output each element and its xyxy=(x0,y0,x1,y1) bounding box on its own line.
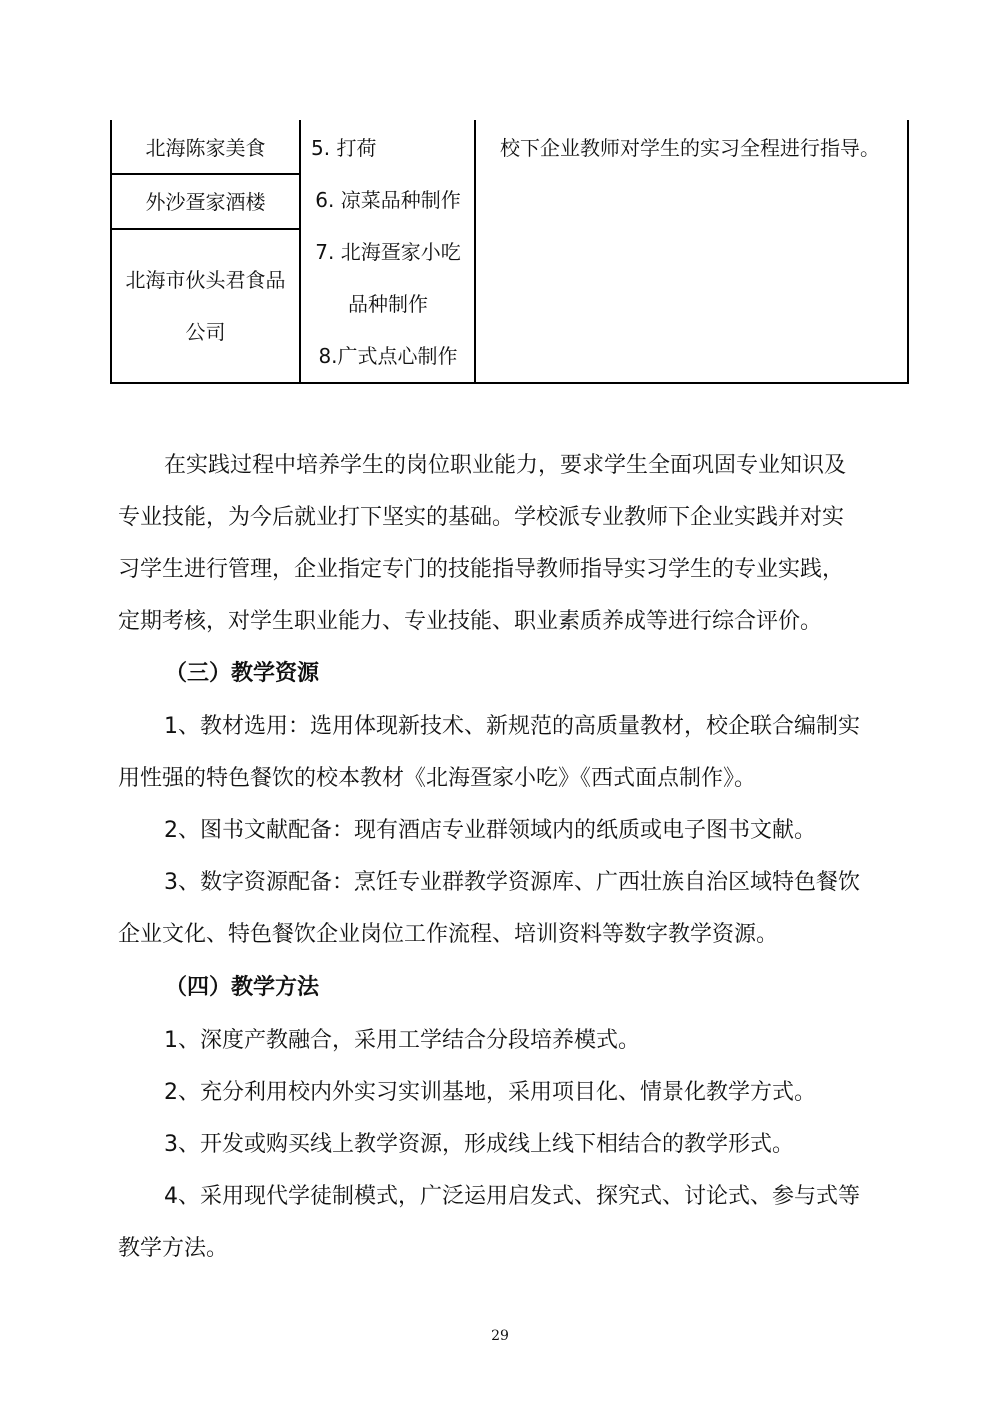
resource-item-3 xyxy=(118,857,908,961)
table-cell-enterprise: 北海陈家美食 xyxy=(145,136,266,160)
table-cell-enterprise: 北海市伙头君食品 xyxy=(125,268,286,292)
text-line: 企业文化、特色餐饮企业岗位工作流程、培训资料等数字教学资源。 xyxy=(118,922,779,947)
table-border-bottom xyxy=(110,382,909,384)
text-line: 教学方法。 xyxy=(118,1236,229,1261)
text-line: 4、采用现代学徒制模式，广泛运用启发式、探究式、讨论式、参与式等 xyxy=(164,1184,860,1209)
table-cell-task: 6. 凉菜品种制作 xyxy=(315,188,461,212)
practice-paragraph xyxy=(118,440,908,648)
method-item-4 xyxy=(118,1171,908,1275)
text-line: 1、教材选用：选用体现新技术、新规范的高质量教材，校企联合编制实 xyxy=(164,714,860,739)
table-cell-enterprise: 公司 xyxy=(185,320,226,344)
method-item-3: 3、开发或购买线上教学资源，形成线上线下相结合的教学形式。 xyxy=(164,1132,794,1157)
text-line: 3、数字资源配备：烹饪专业群教学资源库、广西壮族自治区域特色餐饮 xyxy=(164,870,860,895)
table-cell-guidance: 校下企业教师对学生的实习全程进行指导。 xyxy=(500,136,880,160)
section-heading-teaching-methods: （四）教学方法 xyxy=(165,975,320,1000)
resource-item-2: 2、图书文献配备：现有酒店专业群领域内的纸质或电子图书文献。 xyxy=(164,818,816,843)
section-heading-teaching-resources: （三）教学资源 xyxy=(165,661,320,686)
table-cell-task: 8.广式点心制作 xyxy=(318,344,458,368)
table-border-right xyxy=(907,120,909,384)
page-number: 29 xyxy=(491,1328,509,1344)
text-line: 专业技能，为今后就业打下坚实的基础。学校派专业教师下企业实践并对实 xyxy=(118,505,845,530)
table-cell-task: 品种制作 xyxy=(348,292,428,316)
text-line: 定期考核，对学生职业能力、专业技能、职业素质养成等进行综合评价。 xyxy=(118,609,823,634)
text-line: 习学生进行管理，企业指定专门的技能指导教师指导实习学生的专业实践， xyxy=(118,557,845,582)
table-cell-task: 7. 北海疍家小吃 xyxy=(315,240,461,264)
method-item-2: 2、充分利用校内外实习实训基地，采用项目化、情景化教学方式。 xyxy=(164,1080,816,1105)
method-item-1: 1、深度产教融合，采用工学结合分段培养模式。 xyxy=(164,1028,640,1053)
table-cell-enterprise: 外沙疍家酒楼 xyxy=(145,190,266,214)
table-cell-task: 5. 打荷 xyxy=(311,136,377,160)
text-line: 用性强的特色餐饮的校本教材《北海疍家小吃》《西式面点制作》。 xyxy=(118,766,757,791)
text-line: 在实践过程中培养学生的岗位职业能力，要求学生全面巩固专业知识及 xyxy=(164,453,847,478)
table-row-line-2 xyxy=(110,228,300,230)
resource-item-1 xyxy=(118,701,908,805)
